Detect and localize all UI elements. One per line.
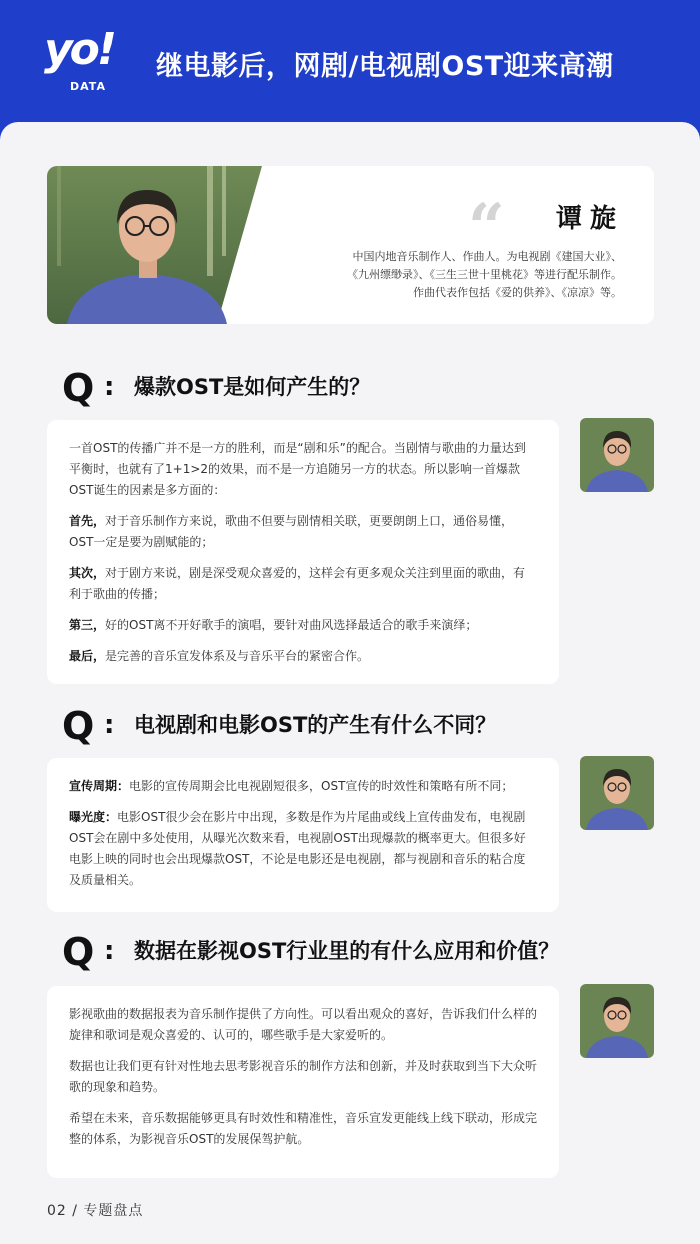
answer-paragraph: 曝光度：电影OST很少会在影片中出现，多数是作为片尾曲或线上宣传曲发布，电视剧OST会在剧中多处使用，从曝光次数来看，电视剧OST出现爆款的概率更大。但很多好电影上映的同时也会出现爆款OST，不论是电影还是电视剧，都与视剧和音乐的粘合度及质量相关。 bbox=[69, 810, 526, 887]
question-text: 电视剧和电影OST的产生有什么不同？ bbox=[134, 713, 497, 737]
avatar bbox=[580, 418, 654, 492]
answer-paragraph: 希望在未来，音乐数据能够更具有时效性和精准性，音乐宣发更能线上线下联动，形成完整的体系，为影视音乐OST的发展保驾护航。 bbox=[69, 1111, 538, 1146]
page-footer: 02 / 专题盘点 bbox=[47, 1203, 144, 1219]
question-text: 爆款OST是如何产生的？ bbox=[134, 375, 371, 399]
q-colon: : bbox=[104, 936, 115, 966]
profile-name: 谭旋 bbox=[556, 204, 625, 234]
q-icon: Q bbox=[62, 366, 95, 410]
question-text: 数据在影视OST行业里的有什么应用和价值？ bbox=[134, 939, 560, 963]
q-icon: Q bbox=[62, 704, 95, 748]
bio-line: 作曲代表作包括《爱的供养》、《凉凉》等。 bbox=[413, 286, 622, 299]
answer-paragraph: 最后，是完善的音乐宣发体系及与音乐平台的紧密合作。 bbox=[69, 649, 370, 663]
answer-paragraph: 宣传周期：电影的宣传周期会比电视剧短很多，OST宣传的时效性和策略有所不同； bbox=[69, 779, 514, 793]
answer-card bbox=[47, 420, 559, 684]
q-icon: Q bbox=[62, 930, 95, 974]
answer-paragraph: 第三，好的OST离不开好歌手的演唱，要针对曲风选择最适合的歌手来演绎； bbox=[69, 618, 478, 632]
answer-card bbox=[47, 758, 559, 912]
q-colon: : bbox=[104, 710, 115, 740]
quote-icon: “ bbox=[468, 190, 505, 265]
logo-mark: yo! bbox=[44, 24, 114, 75]
profile-bio bbox=[262, 248, 622, 302]
page-header bbox=[0, 0, 700, 122]
answer-paragraph: 首先，对于音乐制作方来说，歌曲不但要与剧情相关联，更要朗朗上口，通俗易懂，OST一定是要为剧赋能的； bbox=[69, 514, 514, 549]
q-colon: : bbox=[104, 372, 115, 402]
answer-paragraph: 数据也让我们更有针对性地去思考影视音乐的制作方法和创新，并及时获取到当下大众听歌的现象和趋势。 bbox=[69, 1059, 538, 1094]
answer-paragraph: 一首OST的传播广并不是一方的胜利，而是“剧和乐”的配合。当剧情与歌曲的力量达到平衡时，也就有了1+1>2的效果，而不是一方追随另一方的状态。所以影响一首爆款OST诞生的因素是多方面的： bbox=[69, 441, 526, 497]
yo-data-logo bbox=[44, 24, 114, 100]
profile-photo bbox=[47, 166, 262, 324]
answer-paragraph: 影视歌曲的数据报表为音乐制作提供了方向性。可以看出观众的喜好，告诉我们什么样的旋律和歌词是观众喜爱的、认可的，哪些歌手是大家爱听的。 bbox=[69, 1007, 538, 1042]
bio-line: 中国内地音乐制作人、作曲人。为电视剧《建国大业》、 bbox=[352, 250, 622, 263]
logo-subtext: DATA bbox=[70, 80, 106, 93]
page-title: 继电影后，网剧/电视剧OST迎来高潮 bbox=[156, 51, 614, 82]
answer-card bbox=[47, 986, 559, 1178]
bio-line: 《九州缥缈录》、《三生三世十里桃花》等进行配乐制作。 bbox=[347, 268, 622, 281]
avatar bbox=[580, 756, 654, 830]
answer-paragraph: 其次，对于剧方来说，剧是深受观众喜爱的，这样会有更多观众关注到里面的歌曲，有利于歌曲的传播； bbox=[69, 566, 526, 601]
avatar bbox=[580, 984, 654, 1058]
